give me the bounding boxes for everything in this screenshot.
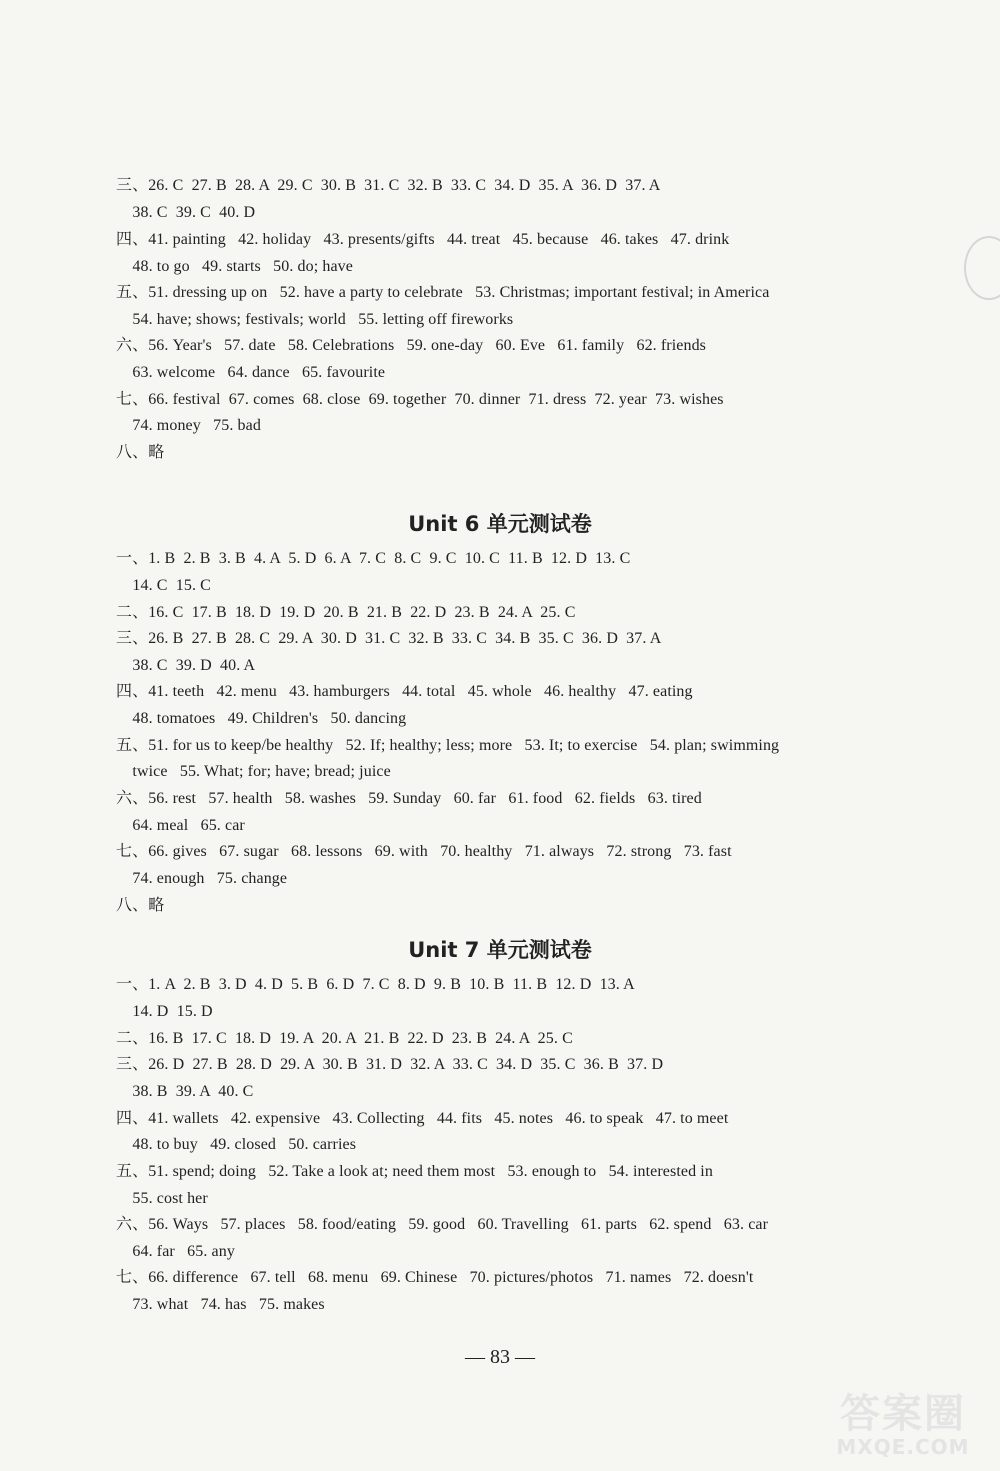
answer-line: 55. cost her — [116, 1190, 208, 1207]
answer-line: 六、56. Year's 57. date 58. Celebrations 59. one-day 60. Eve 61. family 62. friends — [116, 337, 707, 354]
answer-line: 四、41. painting 42. holiday 43. presents/gifts 44. treat 45. because 46. takes 47. drink — [116, 231, 730, 248]
answer-line: 五、51. dressing up on 52. have a party to celebrate 53. Christmas; important festival; in America — [116, 284, 770, 301]
watermark-logo — [818, 1392, 988, 1466]
stamp-seal — [964, 236, 1000, 300]
answer-line: 六、56. rest 57. health 58. washes 59. Sunday 60. far 61. food 62. fields 63. tired — [116, 790, 702, 807]
answer-line: 74. money 75. bad — [116, 417, 261, 434]
answer-line: 一、1. B 2. B 3. B 4. A 5. D 6. A 7. C 8. C 9. C 10. C 11. B 12. D 13. C — [116, 550, 631, 567]
answer-line: 三、26. C 27. B 28. A 29. C 30. B 31. C 32. B 33. C 34. D 35. A 36. D 37. A — [116, 177, 661, 194]
answer-line: 48. tomatoes 49. Children's 50. dancing — [116, 710, 407, 727]
answer-line: 七、66. difference 67. tell 68. menu 69. Chinese 70. pictures/photos 71. names 72. doesn't — [116, 1269, 754, 1286]
watermark-url: MXQE.COM — [836, 1435, 970, 1459]
answer-line: 48. to buy 49. closed 50. carries — [116, 1136, 357, 1153]
answer-line: twice 55. What; for; have; bread; juice — [116, 763, 391, 780]
answer-line: 七、66. gives 67. sugar 68. lessons 69. with 70. healthy 71. always 72. strong 73. fast — [116, 843, 732, 860]
answer-line: 三、26. B 27. B 28. C 29. A 30. D 31. C 32. B 33. C 34. B 35. C 36. D 37. A — [116, 630, 662, 647]
answer-line: 八、略 — [116, 897, 165, 914]
answer-line: 38. B 39. A 40. C — [116, 1083, 254, 1100]
answer-line: 38. C 39. D 40. A — [116, 657, 256, 674]
answer-line: 四、41. wallets 42. expensive 43. Collecting 44. fits 45. notes 46. to speak 47. to meet — [116, 1110, 729, 1127]
unit-6-title: Unit 6 单元测试卷 — [408, 512, 592, 536]
answer-line: 14. C 15. C — [116, 577, 211, 594]
answer-line: 74. enough 75. change — [116, 870, 288, 887]
answer-line: 64. meal 65. car — [116, 817, 245, 834]
answer-line: 四、41. teeth 42. menu 43. hamburgers 44. total 45. whole 46. healthy 47. eating — [116, 683, 693, 700]
answer-line: 二、16. C 17. B 18. D 19. D 20. B 21. B 22. D 23. B 24. A 25. C — [116, 604, 576, 621]
answer-line: 六、56. Ways 57. places 58. food/eating 59. good 60. Travelling 61. parts 62. spend 63. car — [116, 1216, 769, 1233]
unit-7-title: Unit 7 单元测试卷 — [408, 938, 592, 962]
page-number: — 83 — — [465, 1346, 535, 1368]
answer-line: 63. welcome 64. dance 65. favourite — [116, 364, 386, 381]
answer-line: 五、51. for us to keep/be healthy 52. If; healthy; less; more 53. It; to exercise 54. plan; swimming — [116, 737, 780, 754]
answer-line: 14. D 15. D — [116, 1003, 213, 1020]
answer-line: 八、略 — [116, 444, 165, 461]
answer-line: 三、26. D 27. B 28. D 29. A 30. B 31. D 32. A 33. C 34. D 35. C 36. B 37. D — [116, 1056, 664, 1073]
answer-line: 二、16. B 17. C 18. D 19. A 20. A 21. B 22. D 23. B 24. A 25. C — [116, 1030, 573, 1047]
answer-line: 73. what 74. has 75. makes — [116, 1296, 325, 1313]
answer-line: 五、51. spend; doing 52. Take a look at; need them most 53. enough to 54. interested in — [116, 1163, 713, 1180]
watermark-title: 答案圈 — [840, 1391, 966, 1437]
answer-line: 38. C 39. C 40. D — [116, 204, 256, 221]
answer-line: 七、66. festival 67. comes 68. close 69. together 70. dinner 71. dress 72. year 73. wishes — [116, 391, 724, 408]
answer-line: 54. have; shows; festivals; world 55. letting off fireworks — [116, 311, 514, 328]
answer-line: 64. far 65. any — [116, 1243, 235, 1260]
answer-line: 一、1. A 2. B 3. D 4. D 5. B 6. D 7. C 8. D 9. B 10. B 11. B 12. D 13. A — [116, 976, 635, 993]
answer-line: 48. to go 49. starts 50. do; have — [116, 258, 353, 275]
